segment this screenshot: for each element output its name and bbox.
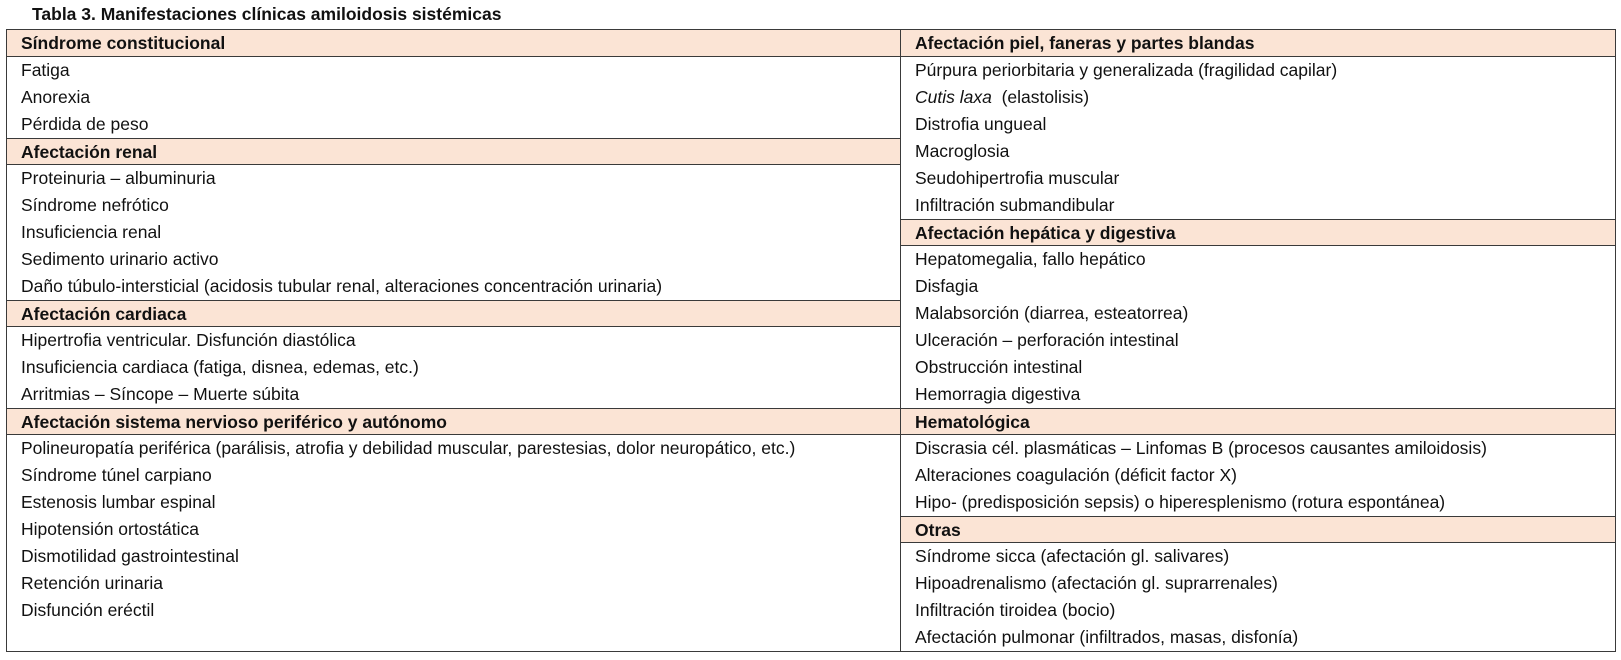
- list-item: Daño túbulo-intersticial (acidosis tubular renal, alteraciones concentración urinaria): [21, 276, 663, 296]
- list-item: Púrpura periorbitaria y generalizada (fragilidad capilar): [915, 60, 1338, 80]
- list-item: Pérdida de peso: [21, 114, 149, 134]
- left-section: [7, 30, 900, 138]
- list-item: Ulceración – perforación intestinal: [915, 330, 1179, 350]
- list-item: Disfagia: [915, 276, 979, 296]
- list-item: Hepatomegalia, fallo hepático: [915, 249, 1146, 269]
- list-item: Macroglosia: [915, 141, 1010, 161]
- list-item: Infiltración tiroidea (bocio): [915, 600, 1116, 620]
- left-section: [7, 138, 900, 300]
- list-item: Afectación pulmonar (infiltrados, masas, disfonía): [915, 627, 1299, 647]
- list-item: Disfunción eréctil: [21, 600, 155, 620]
- section-header: Afectación cardiaca: [7, 300, 900, 327]
- list-item: Proteinuria – albuminuria: [21, 168, 216, 188]
- right-section: [901, 30, 1615, 219]
- list-item: Distrofia ungueal: [915, 114, 1047, 134]
- list-item: Malabsorción (diarrea, esteatorrea): [915, 303, 1189, 323]
- list-item: Fatiga: [21, 60, 70, 80]
- section-header: Síndrome constitucional: [7, 30, 900, 57]
- list-item: Seudohipertrofia muscular: [915, 168, 1120, 188]
- list-item: Alteraciones coagulación (déficit factor X): [915, 465, 1237, 485]
- list-item: Retención urinaria: [21, 573, 164, 593]
- list-item: Síndrome nefrótico: [21, 195, 169, 215]
- list-item: Hipotensión ortostática: [21, 519, 200, 539]
- section-header: Afectación sistema nervioso periférico y autónomo: [7, 408, 900, 435]
- list-item: Dismotilidad gastrointestinal: [21, 546, 239, 566]
- section-header: Otras: [901, 516, 1615, 543]
- list-item: Insuficiencia cardiaca (fatiga, disnea, edemas, etc.): [21, 357, 419, 377]
- list-item: Estenosis lumbar espinal: [21, 492, 216, 512]
- list-item: Anorexia: [21, 87, 91, 107]
- list-item: Infiltración submandibular: [915, 195, 1115, 215]
- table-title: Tabla 3. Manifestaciones clínicas amiloidosis sistémicas: [32, 4, 502, 24]
- right-section: [901, 516, 1615, 651]
- left-section: [7, 408, 900, 624]
- list-item: Hipoadrenalismo (afectación gl. suprarrenales): [915, 573, 1278, 593]
- left-column: [7, 30, 901, 651]
- right-section: [901, 219, 1615, 408]
- section-header: Afectación renal: [7, 138, 900, 165]
- left-section: [7, 300, 900, 408]
- list-item: Obstrucción intestinal: [915, 357, 1083, 377]
- list-item: Arritmias – Síncope – Muerte súbita: [21, 384, 300, 404]
- list-item: Insuficiencia renal: [21, 222, 162, 242]
- right-column: [901, 30, 1615, 651]
- list-item: Hemorragia digestiva: [915, 384, 1081, 404]
- term-note: (elastolisis): [991, 87, 1090, 107]
- list-item: Discrasia cél. plasmáticas – Linfomas B (procesos causantes amiloidosis): [915, 438, 1487, 458]
- list-item: [901, 84, 1615, 111]
- list-item: Síndrome sicca (afectación gl. salivares): [915, 546, 1230, 566]
- section-header: Afectación piel, faneras y partes blandas: [901, 30, 1615, 57]
- section-header: Afectación hepática y digestiva: [901, 219, 1615, 246]
- right-section: [901, 408, 1615, 516]
- italic-term: Cutis laxa: [915, 87, 992, 107]
- list-item: Hipo- (predisposición sepsis) o hiperesplenismo (rotura espontánea): [915, 492, 1446, 512]
- list-item: Hipertrofia ventricular. Disfunción diastólica: [21, 330, 356, 350]
- section-header: Hematológica: [901, 408, 1615, 435]
- clinical-table: [6, 29, 1616, 652]
- list-item: Sedimento urinario activo: [21, 249, 219, 269]
- list-item: Polineuropatía periférica (parálisis, atrofia y debilidad muscular, parestesias, dolor neuropático, etc.): [21, 438, 796, 458]
- list-item: Síndrome túnel carpiano: [21, 465, 212, 485]
